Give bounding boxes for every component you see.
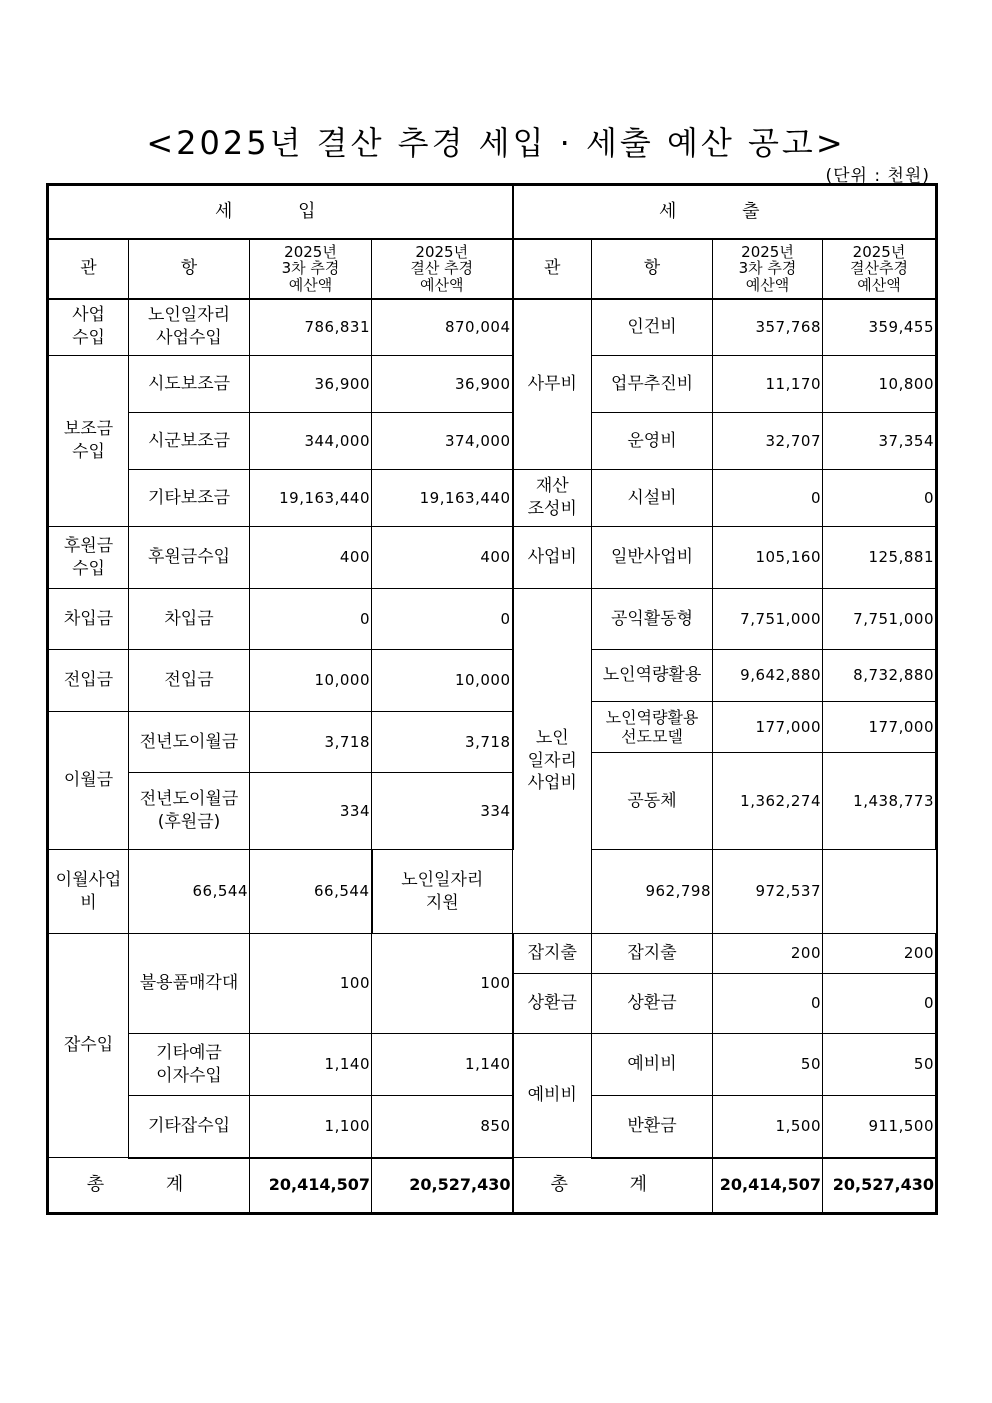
revenue-final-budget-header: 2025년 결산 추경 예산액 [372, 239, 513, 299]
expense-final-value: 200 [823, 934, 936, 974]
expense-final-value: 37,354 [823, 413, 936, 470]
budget-table [48, 185, 936, 1213]
revenue-3rd-value: 344,000 [250, 413, 372, 470]
expense-final-value: 359,455 [823, 299, 936, 356]
expense-final-value: 911,500 [823, 1096, 936, 1158]
revenue-hang-cell: 기타보조금 [129, 470, 250, 527]
table-row [49, 470, 936, 527]
expense-gwan-cell: 예비비 [513, 1034, 592, 1158]
expense-3rd-value: 105,160 [713, 527, 823, 589]
revenue-hang-cell: 기타잡수입 [129, 1096, 250, 1158]
expense-total-3rd: 20,414,507 [713, 1158, 823, 1213]
expense-gwan-cell: 잡지출 [513, 934, 592, 974]
expense-3rd-value: 0 [713, 470, 823, 527]
page-title: <2025년 결산 추경 세입 · 세출 예산 공고> [146, 124, 846, 162]
revenue-hang-cell: 전년도이월금 (후원금) [129, 773, 250, 850]
revenue-3rd-value: 10,000 [250, 650, 372, 712]
expense-final-value: 0 [823, 470, 936, 527]
expense-final-value: 177,000 [823, 702, 936, 753]
table-row [49, 356, 936, 413]
revenue-gwan-cell: 차입금 [49, 589, 129, 650]
expense-hang-cell: 노인일자리 지원 [372, 850, 513, 934]
expense-total-label: 총 계 [513, 1158, 713, 1213]
revenue-gwan-cell: 잡수입 [49, 934, 129, 1158]
revenue-section-header: 세 입 [49, 186, 513, 239]
expense-hang-cell: 인건비 [592, 299, 713, 356]
revenue-final-value: 19,163,440 [372, 470, 513, 527]
expense-final-value: 0 [823, 974, 936, 1034]
expense-hang-header: 항 [592, 239, 713, 299]
expense-hang-cell: 일반사업비 [592, 527, 713, 589]
revenue-hang-cell: 노인일자리 사업수입 [129, 299, 250, 356]
revenue-3rd-value: 100 [250, 934, 372, 1034]
expense-final-value: 7,751,000 [823, 589, 936, 650]
expense-3rd-value: 9,642,880 [713, 650, 823, 702]
expense-hang-cell: 운영비 [592, 413, 713, 470]
revenue-hang-cell: 차입금 [129, 589, 250, 650]
expense-final-value: 50 [823, 1034, 936, 1096]
revenue-hang-cell: 시도보조금 [129, 356, 250, 413]
revenue-3rd-value: 0 [250, 589, 372, 650]
revenue-final-value: 10,000 [372, 650, 513, 712]
revenue-final-value: 36,900 [372, 356, 513, 413]
expense-hang-cell: 공동체 [592, 753, 713, 850]
expense-3rd-value: 357,768 [713, 299, 823, 356]
table-row [49, 650, 936, 672]
expense-hang-cell: 시설비 [592, 470, 713, 527]
expense-gwan-cell: 사업비 [513, 527, 592, 589]
totals-row [49, 1158, 936, 1213]
expense-section-header: 세 출 [513, 186, 936, 239]
revenue-3rd-budget-header: 2025년 3차 추경 예산액 [250, 239, 372, 299]
revenue-gwan-cell: 이월금 [49, 712, 129, 850]
revenue-3rd-value: 19,163,440 [250, 470, 372, 527]
expense-final-value: 1,438,773 [823, 753, 936, 850]
revenue-final-value: 66,544 [250, 850, 372, 934]
table-row [49, 589, 936, 620]
revenue-3rd-value: 334 [250, 773, 372, 850]
expense-3rd-value: 200 [713, 934, 823, 974]
revenue-hang-cell: 시군보조금 [129, 413, 250, 470]
revenue-final-value: 374,000 [372, 413, 513, 470]
revenue-3rd-value: 66,544 [129, 850, 250, 934]
expense-3rd-value: 50 [713, 1034, 823, 1096]
revenue-final-value: 3,718 [372, 712, 513, 773]
expense-hang-cell: 반환금 [592, 1096, 713, 1158]
revenue-final-value: 100 [372, 934, 513, 1034]
revenue-3rd-value: 1,140 [250, 1034, 372, 1096]
revenue-gwan-cell: 후원금 수입 [49, 527, 129, 589]
expense-gwan-cell: 상환금 [513, 974, 592, 1034]
revenue-3rd-value: 400 [250, 527, 372, 589]
revenue-total-final: 20,527,430 [372, 1158, 513, 1213]
expense-final-budget-header: 2025년 결산추경 예산액 [823, 239, 936, 299]
revenue-hang-cell: 이월사업비 [49, 850, 129, 934]
revenue-total-label: 총 계 [49, 1158, 250, 1213]
revenue-final-value: 1,140 [372, 1034, 513, 1096]
unit-note: (단위 : 천원) [825, 166, 930, 186]
revenue-3rd-value: 36,900 [250, 356, 372, 413]
expense-hang-cell: 공익활동형 [592, 589, 713, 650]
revenue-hang-cell: 기타예금 이자수입 [129, 1034, 250, 1096]
revenue-hang-cell: 전입금 [129, 650, 250, 712]
revenue-3rd-value: 1,100 [250, 1096, 372, 1158]
revenue-final-value: 400 [372, 527, 513, 589]
expense-3rd-value: 7,751,000 [713, 589, 823, 650]
section-header-row [49, 186, 936, 239]
revenue-3rd-value: 786,831 [250, 299, 372, 356]
revenue-hang-cell: 불용품매각대 [129, 934, 250, 1034]
expense-hang-cell: 잡지출 [592, 934, 713, 974]
expense-3rd-value: 11,170 [713, 356, 823, 413]
revenue-final-value: 334 [372, 773, 513, 850]
expense-3rd-value: 0 [713, 974, 823, 1034]
table-row [49, 1034, 936, 1096]
expense-hang-cell: 노인역량활용 [592, 650, 713, 702]
column-header-row [49, 239, 936, 299]
expense-final-value: 125,881 [823, 527, 936, 589]
expense-final-value: 8,732,880 [823, 650, 936, 702]
table-row [49, 413, 936, 470]
table-row [49, 934, 936, 974]
expense-3rd-budget-header: 2025년 3차 추경 예산액 [713, 239, 823, 299]
revenue-gwan-cell: 사업 수입 [49, 299, 129, 356]
table-row [49, 527, 936, 589]
expense-3rd-value: 32,707 [713, 413, 823, 470]
expense-hang-cell: 업무추진비 [592, 356, 713, 413]
table-row [49, 299, 936, 356]
expense-gwan-cell: 사무비 [513, 299, 592, 470]
revenue-final-value: 0 [372, 589, 513, 650]
revenue-total-3rd: 20,414,507 [250, 1158, 372, 1213]
expense-3rd-value: 962,798 [592, 850, 713, 934]
expense-gwan-cell: 노인 일자리 사업비 [513, 589, 592, 934]
expense-hang-cell: 상환금 [592, 974, 713, 1034]
expense-3rd-value: 1,362,274 [713, 753, 823, 850]
revenue-gwan-cell: 전입금 [49, 650, 129, 712]
expense-final-value: 972,537 [713, 850, 823, 934]
expense-gwan-header: 관 [513, 239, 592, 299]
expense-hang-cell: 예비비 [592, 1034, 713, 1096]
revenue-hang-cell: 전년도이월금 [129, 712, 250, 773]
expense-3rd-value: 177,000 [713, 702, 823, 753]
revenue-final-value: 850 [372, 1096, 513, 1158]
revenue-hang-header: 항 [129, 239, 250, 299]
revenue-gwan-cell: 보조금 수입 [49, 356, 129, 527]
expense-hang-cell: 노인역량활용 선도모델 [592, 702, 713, 753]
table-row [49, 850, 936, 934]
expense-3rd-value: 1,500 [713, 1096, 823, 1158]
expense-gwan-cell: 재산 조성비 [513, 470, 592, 527]
revenue-gwan-header: 관 [49, 239, 129, 299]
table-row [49, 1096, 936, 1158]
revenue-hang-cell: 후원금수입 [129, 527, 250, 589]
revenue-3rd-value: 3,718 [250, 712, 372, 773]
expense-final-value: 10,800 [823, 356, 936, 413]
revenue-final-value: 870,004 [372, 299, 513, 356]
expense-total-final: 20,527,430 [823, 1158, 936, 1213]
